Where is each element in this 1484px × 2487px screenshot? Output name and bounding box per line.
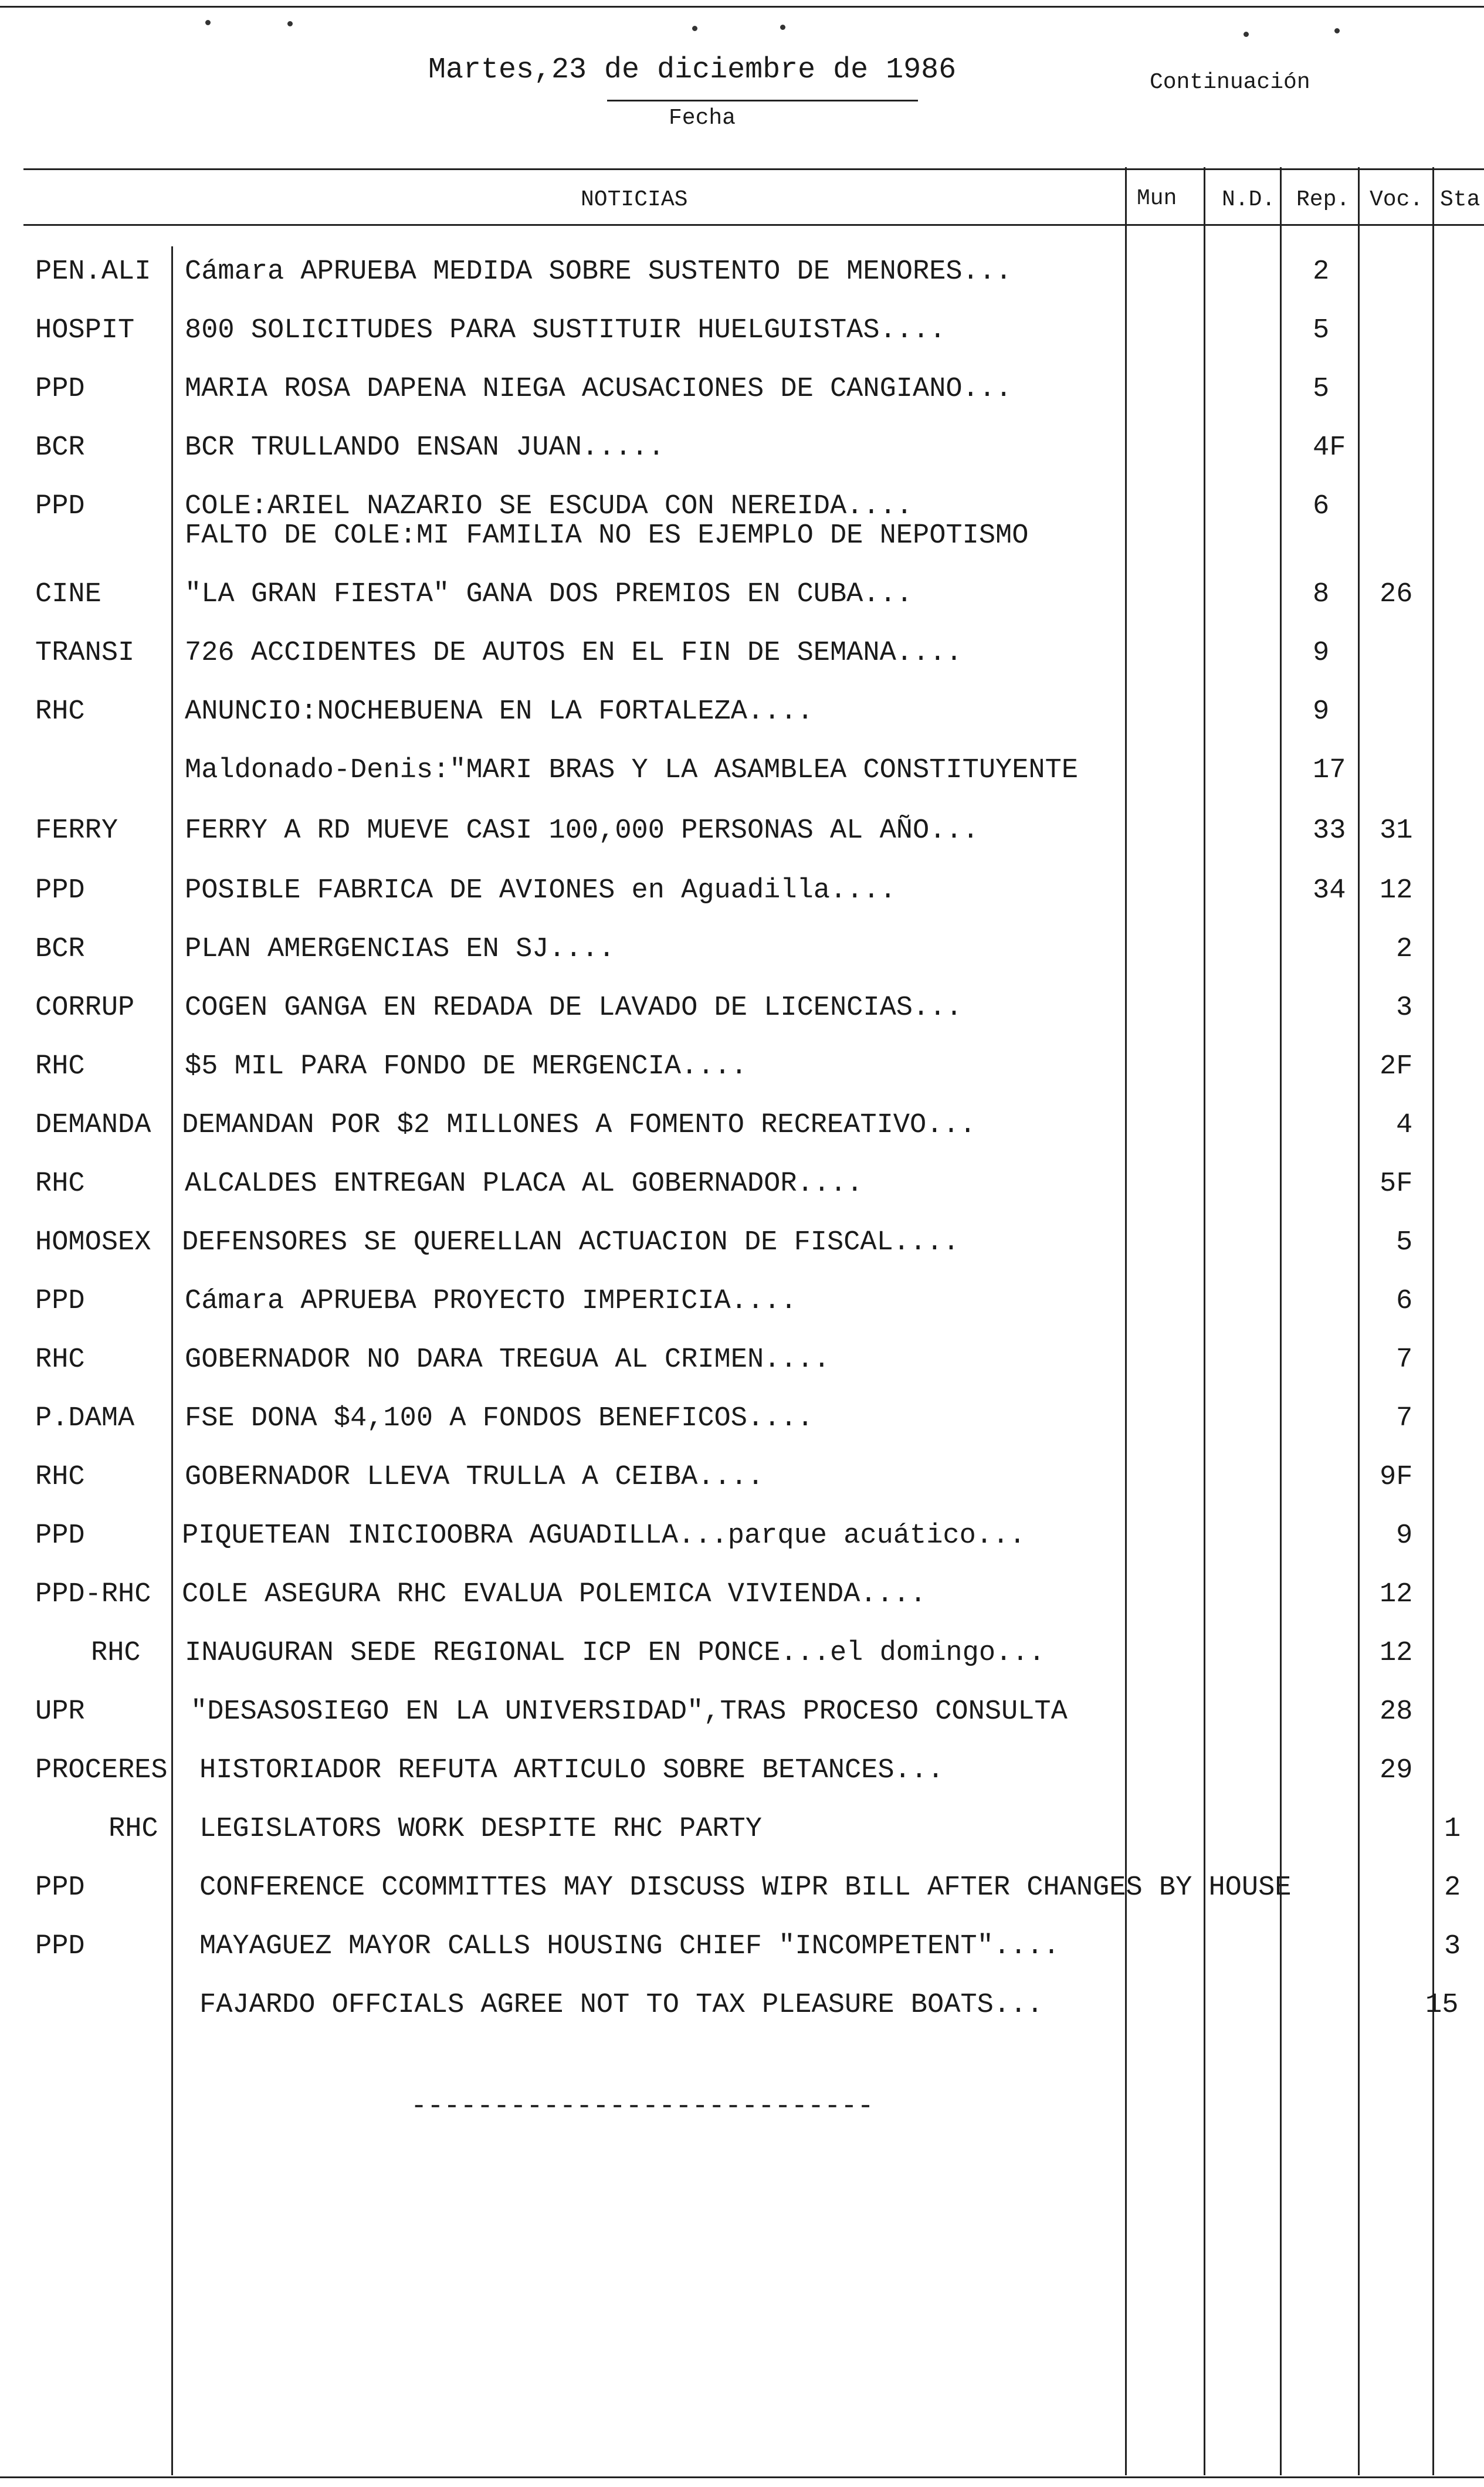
row-headline: DEFENSORES SE QUERELLAN ACTUACION DE FISCAL.... <box>182 1227 960 1258</box>
row-voc-page: 2 <box>1396 934 1413 965</box>
document-date: Martes,23 de diciembre de 1986 <box>428 53 957 87</box>
row-headline: FERRY A RD MUEVE CASI 100,000 PERSONAS AL AÑO... <box>185 815 979 846</box>
row-voc-page: 5F <box>1380 1168 1413 1200</box>
row-voc-page: 9 <box>1396 1520 1413 1551</box>
row-headline-continued: FALTO DE COLE:MI FAMILIA NO ES EJEMPLO DE NEPOTISMO <box>185 520 1029 551</box>
row-voc-page: 31 <box>1380 815 1413 846</box>
row-voc-page: 7 <box>1396 1403 1413 1434</box>
col-rule-mun <box>1125 167 1127 2475</box>
date-underline <box>607 100 918 101</box>
row-voc-page: 12 <box>1380 1638 1413 1669</box>
row-headline: "DESASOSIEGO EN LA UNIVERSIDAD",TRAS PROCESO CONSULTA <box>191 1696 1068 1727</box>
col-header-noticias: NOTICIAS <box>581 187 688 212</box>
row-rep-page: 33 <box>1313 815 1346 846</box>
col-header-rep: Rep. <box>1296 187 1350 212</box>
row-category: PPD <box>35 1520 85 1551</box>
row-voc-page: 29 <box>1380 1755 1413 1786</box>
col-header-nd: N.D. <box>1222 187 1276 212</box>
row-category: PEN.ALI <box>35 256 151 287</box>
header-bottom-rule <box>23 224 1484 226</box>
row-headline: DEMANDAN POR $2 MILLONES A FOMENTO RECREATIVO... <box>182 1110 976 1141</box>
row-headline: GOBERNADOR LLEVA TRULLA A CEIBA.... <box>185 1462 764 1493</box>
bottom-border <box>0 2476 1484 2478</box>
row-sta-page: 1 <box>1444 1814 1461 1845</box>
row-category: BCR <box>35 934 85 965</box>
row-rep-page: 9 <box>1313 696 1330 727</box>
row-voc-page: 4 <box>1396 1110 1413 1141</box>
row-voc-page: 2F <box>1380 1051 1413 1082</box>
ink-mark <box>1334 28 1340 33</box>
row-headline: POSIBLE FABRICA DE AVIONES en Aguadilla.... <box>185 875 896 906</box>
row-category: RHC <box>35 1168 85 1200</box>
row-headline: Cámara APRUEBA MEDIDA SOBRE SUSTENTO DE MENORES... <box>185 256 1012 287</box>
row-category: CORRUP <box>35 992 135 1024</box>
col-header-sta: Sta <box>1440 187 1480 212</box>
row-headline: COLE:ARIEL NAZARIO SE ESCUDA CON NEREIDA.... <box>185 491 913 522</box>
row-headline: BCR TRULLANDO ENSAN JUAN..... <box>185 432 665 463</box>
row-voc-page: 28 <box>1380 1696 1413 1727</box>
row-category: PPD <box>35 491 85 522</box>
row-headline: INAUGURAN SEDE REGIONAL ICP EN PONCE...el domingo... <box>185 1638 1045 1669</box>
row-category: FERRY <box>35 815 118 846</box>
row-voc-page: 9F <box>1380 1462 1413 1493</box>
ink-mark <box>287 21 293 26</box>
row-rep-page: 4F <box>1313 432 1346 463</box>
top-border <box>0 6 1484 8</box>
row-headline: MAYAGUEZ MAYOR CALLS HOUSING CHIEF "INCOMPETENT".... <box>199 1931 1060 1962</box>
row-headline: $5 MIL PARA FONDO DE MERGENCIA.... <box>185 1051 747 1082</box>
row-headline: "LA GRAN FIESTA" GANA DOS PREMIOS EN CUBA... <box>185 579 913 610</box>
col-rule-voc <box>1358 167 1360 2475</box>
row-category: PPD-RHC <box>35 1579 151 1610</box>
row-headline: CONFERENCE CCOMMITTES MAY DISCUSS WIPR BILL AFTER CHANGES BY HOUSE <box>199 1872 1292 1903</box>
row-headline: FSE DONA $4,100 A FONDOS BENEFICOS.... <box>185 1403 814 1434</box>
row-headline: COLE ASEGURA RHC EVALUA POLEMICA VIVIENDA.... <box>182 1579 927 1610</box>
end-rule: ---------------------------- <box>411 2091 874 2122</box>
row-category: RHC <box>109 1814 158 1845</box>
ink-mark <box>205 20 211 25</box>
row-headline: PLAN AMERGENCIAS EN SJ.... <box>185 934 615 965</box>
row-category: PPD <box>35 875 85 906</box>
col-rule-category <box>171 246 173 2475</box>
row-category: PROCERES <box>35 1755 168 1786</box>
col-rule-rep <box>1280 167 1282 2475</box>
ink-mark <box>780 25 785 30</box>
row-rep-page: 5 <box>1313 315 1330 346</box>
row-category: RHC <box>35 1344 85 1375</box>
col-rule-nd <box>1204 167 1205 2475</box>
row-voc-page: 26 <box>1380 579 1413 610</box>
row-category: TRANSI <box>35 638 135 669</box>
date-caption: Fecha <box>669 106 736 131</box>
row-headline: 800 SOLICITUDES PARA SUSTITUIR HUELGUISTAS.... <box>185 315 946 346</box>
col-rule-sta <box>1432 167 1434 2475</box>
col-header-voc: Voc. <box>1370 187 1424 212</box>
row-rep-page: 9 <box>1313 638 1330 669</box>
row-voc-page: 7 <box>1396 1344 1413 1375</box>
row-rep-page: 34 <box>1313 875 1346 906</box>
ink-mark <box>692 26 697 31</box>
row-rep-page: 6 <box>1313 491 1330 522</box>
row-category: PPD <box>35 1931 85 1962</box>
row-headline: Cámara APRUEBA PROYECTO IMPERICIA.... <box>185 1286 797 1317</box>
row-headline: MARIA ROSA DAPENA NIEGA ACUSACIONES DE CANGIANO... <box>185 374 1012 405</box>
row-sta-page: 2 <box>1444 1872 1461 1903</box>
row-category: RHC <box>35 696 85 727</box>
row-headline: 726 ACCIDENTES DE AUTOS EN EL FIN DE SEMANA.... <box>185 638 963 669</box>
row-category: RHC <box>35 1051 85 1082</box>
row-rep-page: 17 <box>1313 755 1346 786</box>
row-headline: FAJARDO OFFCIALS AGREE NOT TO TAX PLEASURE BOATS... <box>199 1990 1043 2021</box>
row-headline: ANUNCIO:NOCHEBUENA EN LA FORTALEZA.... <box>185 696 814 727</box>
row-voc-page: 12 <box>1380 875 1413 906</box>
row-category: PPD <box>35 1872 85 1903</box>
row-headline: Maldonado-Denis:"MARI BRAS Y LA ASAMBLEA CONSTITUYENTE <box>185 755 1079 786</box>
col-header-mun: Mun <box>1137 186 1177 211</box>
row-headline: GOBERNADOR NO DARA TREGUA AL CRIMEN.... <box>185 1344 830 1375</box>
row-headline: HISTORIADOR REFUTA ARTICULO SOBRE BETANCES... <box>199 1755 944 1786</box>
row-sta-page: 15 <box>1425 1990 1459 2021</box>
row-voc-page: 5 <box>1396 1227 1413 1258</box>
row-category: CINE <box>35 579 101 610</box>
row-category: PPD <box>35 1286 85 1317</box>
row-voc-page: 6 <box>1396 1286 1413 1317</box>
row-rep-page: 5 <box>1313 374 1330 405</box>
row-voc-page: 3 <box>1396 992 1413 1024</box>
row-category: UPR <box>35 1696 85 1727</box>
row-rep-page: 2 <box>1313 256 1330 287</box>
row-headline: ALCALDES ENTREGAN PLACA AL GOBERNADOR.... <box>185 1168 863 1200</box>
row-category: RHC <box>35 1462 85 1493</box>
row-sta-page: 3 <box>1444 1931 1461 1962</box>
row-category: BCR <box>35 432 85 463</box>
row-headline: PIQUETEAN INICIOOBRA AGUADILLA...parque acuático... <box>182 1520 1026 1551</box>
row-category: P.DAMA <box>35 1403 135 1434</box>
header-top-rule <box>23 168 1484 170</box>
row-category: PPD <box>35 374 85 405</box>
ink-mark <box>1244 32 1249 37</box>
row-category: HOSPIT <box>35 315 135 346</box>
row-category: DEMANDA <box>35 1110 151 1141</box>
row-category: HOMOSEX <box>35 1227 151 1258</box>
continuation-label: Continuación <box>1150 70 1310 95</box>
row-rep-page: 8 <box>1313 579 1330 610</box>
row-headline: COGEN GANGA EN REDADA DE LAVADO DE LICENCIAS... <box>185 992 963 1024</box>
row-headline: LEGISLATORS WORK DESPITE RHC PARTY <box>199 1814 762 1845</box>
row-voc-page: 12 <box>1380 1579 1413 1610</box>
row-category: RHC <box>91 1638 141 1669</box>
